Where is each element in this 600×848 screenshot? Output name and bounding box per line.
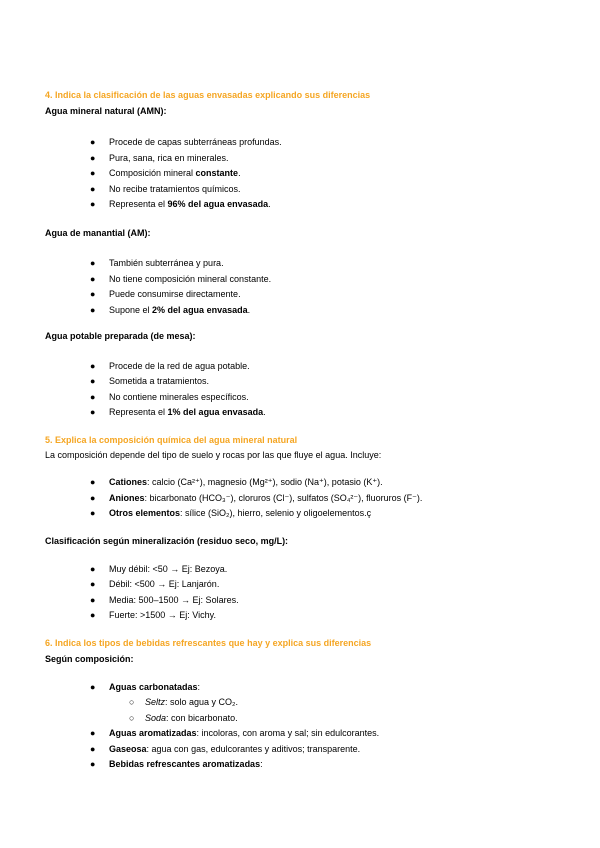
bullet-icon: ● bbox=[90, 477, 96, 487]
list-item: Representa el 1% del agua envasada. bbox=[109, 407, 266, 417]
list-item: No tiene composición mineral constante. bbox=[109, 274, 272, 284]
amn-heading: Agua mineral natural (AMN): bbox=[45, 106, 167, 116]
list-item: Gaseosa: agua con gas, edulcorantes y aditivos; transparente. bbox=[109, 744, 361, 754]
q4-title: 4. Indica la clasificación de las aguas envasadas explicando sus diferencias bbox=[45, 90, 371, 100]
list-item: Cationes: calcio (Ca²⁺), magnesio (Mg²⁺), sodio (Na⁺), potasio (K⁺). bbox=[109, 477, 383, 487]
bullet-icon: ● bbox=[90, 744, 96, 754]
list-item: Pura, sana, rica en minerales. bbox=[109, 153, 229, 163]
list-item: Media: 500–1500 → Ej: Solares. bbox=[109, 595, 239, 605]
bullet-icon: ● bbox=[90, 564, 96, 574]
sub-list-item: Soda: con bicarbonato. bbox=[145, 713, 238, 723]
list-item: Aguas aromatizadas: incoloras, con aroma y sal; sin edulcorantes. bbox=[109, 728, 380, 738]
bullet-icon: ● bbox=[90, 392, 96, 402]
bullet-icon: ● bbox=[90, 258, 96, 268]
bullet-icon: ● bbox=[90, 199, 96, 209]
bullet-icon: ● bbox=[90, 759, 96, 769]
bullet-icon: ● bbox=[90, 289, 96, 299]
bullet-icon: ● bbox=[90, 305, 96, 315]
list-item: No recibe tratamientos químicos. bbox=[109, 184, 241, 194]
mesa-heading: Agua potable preparada (de mesa): bbox=[45, 331, 196, 341]
bullet-icon: ● bbox=[90, 493, 96, 503]
list-item: Supone el 2% del agua envasada. bbox=[109, 305, 251, 315]
q6-title: 6. Indica los tipos de bebidas refrescantes que hay y explica sus diferencias bbox=[45, 638, 372, 648]
q6-heading: Según composición: bbox=[45, 654, 134, 664]
bullet-icon: ● bbox=[90, 184, 96, 194]
bullet-icon: ● bbox=[90, 508, 96, 518]
circle-bullet-icon: ○ bbox=[129, 713, 135, 723]
bullet-icon: ● bbox=[90, 376, 96, 386]
bullet-icon: ● bbox=[90, 682, 96, 692]
list-item: No contiene minerales específicos. bbox=[109, 392, 249, 402]
bullet-icon: ● bbox=[90, 168, 96, 178]
list-item: Otros elementos: sílice (SiO₂), hierro, selenio y oligoelementos.ç bbox=[109, 508, 372, 518]
bullet-icon: ● bbox=[90, 153, 96, 163]
bullet-icon: ● bbox=[90, 595, 96, 605]
list-item: Procede de capas subterráneas profundas. bbox=[109, 137, 282, 147]
bullet-icon: ● bbox=[90, 274, 96, 284]
list-item: Sometida a tratamientos. bbox=[109, 376, 210, 386]
bullet-icon: ● bbox=[90, 407, 96, 417]
bullet-icon: ● bbox=[90, 579, 96, 589]
list-item: Aguas carbonatadas: bbox=[109, 682, 201, 692]
bullet-icon: ● bbox=[90, 728, 96, 738]
list-item: Débil: <500 → Ej: Lanjarón. bbox=[109, 579, 220, 589]
list-item: Puede consumirse directamente. bbox=[109, 289, 241, 299]
am-heading: Agua de manantial (AM): bbox=[45, 228, 151, 238]
circle-bullet-icon: ○ bbox=[129, 697, 135, 707]
list-item: Bebidas refrescantes aromatizadas: bbox=[109, 759, 263, 769]
list-item: Muy débil: <50 → Ej: Bezoya. bbox=[109, 564, 228, 574]
list-item: También subterránea y pura. bbox=[109, 258, 224, 268]
class-heading: Clasificación según mineralización (residuo seco, mg/L): bbox=[45, 536, 289, 546]
list-item: Procede de la red de agua potable. bbox=[109, 361, 250, 371]
bullet-icon: ● bbox=[90, 137, 96, 147]
list-item: Aniones: bicarbonato (HCO₃⁻), cloruros (Cl⁻), sulfatos (SO₄²⁻), fluoruros (F⁻). bbox=[109, 493, 423, 503]
bullet-icon: ● bbox=[90, 610, 96, 620]
q5-intro: La composición depende del tipo de suelo y rocas por las que fluye el agua. Incluye: bbox=[45, 450, 382, 460]
list-item: Composición mineral constante. bbox=[109, 168, 241, 178]
list-item: Fuerte: >1500 → Ej: Vichy. bbox=[109, 610, 216, 620]
bullet-icon: ● bbox=[90, 361, 96, 371]
list-item: Representa el 96% del agua envasada. bbox=[109, 199, 271, 209]
q5-title: 5. Explica la composición química del agua mineral natural bbox=[45, 435, 298, 445]
sub-list-item: Seltz: solo agua y CO₂. bbox=[145, 697, 239, 707]
